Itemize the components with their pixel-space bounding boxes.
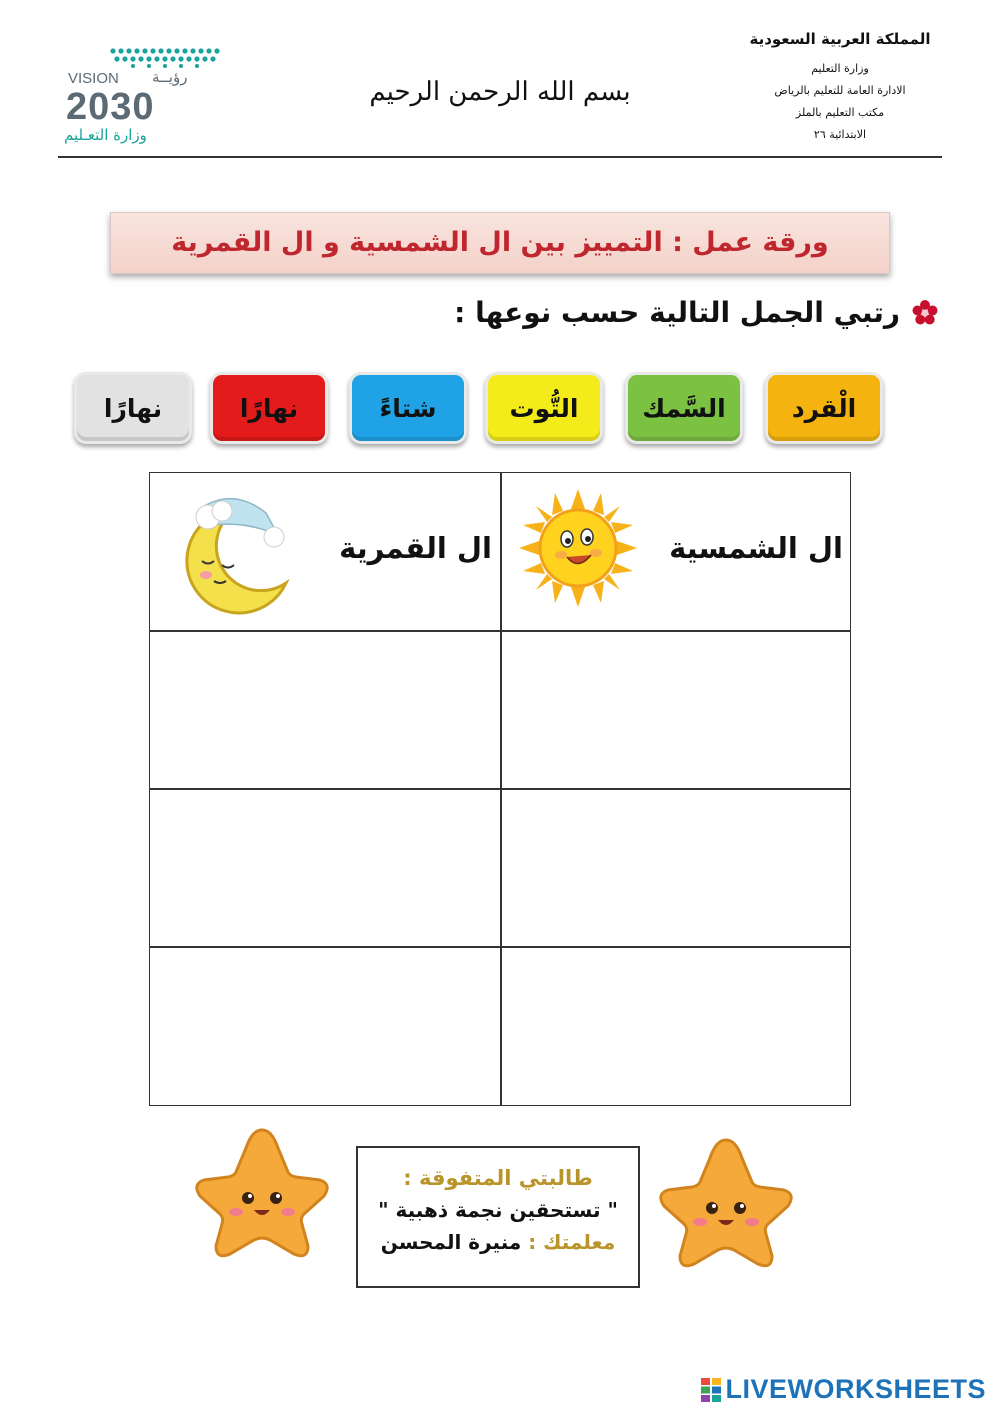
administration-text: الادارة العامة للتعليم بالرياض — [774, 84, 906, 97]
teacher-line — [358, 1230, 638, 1254]
header-ministry-block — [740, 30, 940, 146]
word-card[interactable]: السَّمك — [625, 372, 743, 444]
sun-icon — [519, 489, 637, 607]
star-icon — [656, 1132, 796, 1272]
office-text: مكتب التعليم بالملز — [795, 106, 885, 119]
sorting-table — [149, 472, 851, 1106]
instruction-row — [454, 296, 938, 329]
lunar-drop-cell[interactable] — [150, 631, 500, 788]
school-text: الابتدائية ٢٦ — [813, 128, 867, 141]
instruction-text: رتبي الجمل التالية حسب نوعها : — [454, 296, 900, 329]
lunar-header-cell — [150, 473, 500, 630]
vision-ar-text: رؤيــة — [152, 68, 188, 86]
liveworksheets-mark-icon — [701, 1378, 721, 1402]
vision-en-text: VISION — [68, 70, 119, 87]
flower-bullet-icon — [912, 300, 938, 326]
solar-drop-cell[interactable] — [501, 631, 851, 788]
lunar-drop-cell[interactable] — [150, 947, 500, 1104]
vision-year-text: 2030 — [66, 86, 155, 128]
worksheet-title: ورقة عمل : التمييز بين ال الشمسية و ال القمرية — [171, 227, 829, 258]
liveworksheets-logo — [701, 1374, 986, 1405]
lunar-label: ال القمرية — [339, 531, 492, 565]
solar-drop-cell[interactable] — [501, 789, 851, 946]
basmala: بسم الله الرحمن الرحيم — [369, 77, 631, 107]
title-banner — [110, 212, 890, 274]
teacher-prefix: معلمتك : — [528, 1230, 616, 1254]
word-card[interactable]: نهارًا — [74, 372, 192, 444]
word-card[interactable]: شتاءً — [349, 372, 467, 444]
word-card[interactable]: الْقرد — [765, 372, 883, 444]
vision-dots-icon — [107, 46, 227, 68]
header-divider — [58, 156, 942, 158]
star-icon — [192, 1122, 332, 1262]
solar-drop-cell[interactable] — [501, 947, 851, 1104]
word-card[interactable]: نهارًا — [210, 372, 328, 444]
praise-box — [356, 1146, 640, 1288]
vision-2030-logo — [62, 40, 232, 145]
ministry-text: وزارة التعليم — [811, 62, 869, 75]
vision-ministry-text: وزارة التعـليم — [64, 126, 147, 144]
word-card[interactable]: التُّوت — [485, 372, 603, 444]
praise-line-2: " تستحقين نجمة ذهبية " — [378, 1198, 618, 1222]
solar-header-cell — [501, 473, 851, 630]
moon-icon — [166, 491, 294, 619]
lunar-drop-cell[interactable] — [150, 789, 500, 946]
kingdom-text: المملكة العربية السعودية — [749, 30, 931, 48]
praise-line-1: طالبتي المتفوقة : — [403, 1166, 593, 1190]
teacher-name: منيرة المحسن — [380, 1230, 522, 1254]
solar-label: ال الشمسية — [669, 531, 843, 565]
liveworksheets-text: LIVEWORKSHEETS — [725, 1374, 986, 1404]
